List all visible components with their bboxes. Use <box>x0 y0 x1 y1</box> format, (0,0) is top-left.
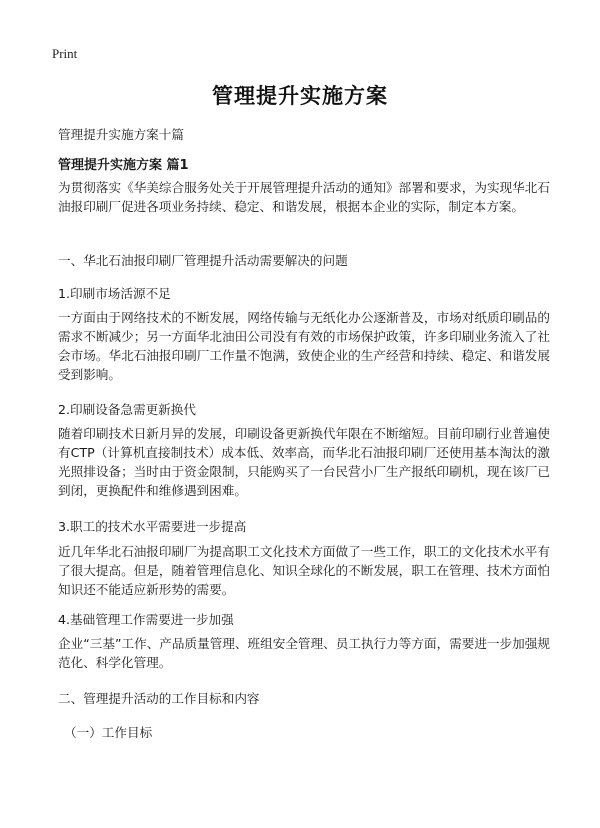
item4-paragraph: 企业“三基”工作、产品质量管理、班组安全管理、员工执行力等方面，需要进一步加强规范化、科学化管理。 <box>58 636 550 670</box>
item4-heading: 4.基础管理工作需要进一步加强 <box>58 612 234 627</box>
document-title: 管理提升实施方案 <box>212 84 388 108</box>
intro-paragraph: 为贯彻落实《华美综合服务处关于开展管理提升活动的通知》部署和要求，为实现华北石油报印刷厂促进各项业务持续、稳定、和谐发展，根据本企业的实际，制定本方案。 <box>58 180 550 214</box>
item2-heading: 2.印刷设备急需更新换代 <box>58 402 196 417</box>
part2-subheading: （一）工作目标 <box>64 725 153 740</box>
part1-heading: 一、华北石油报印刷厂管理提升活动需要解决的问题 <box>58 253 348 268</box>
section-heading: 管理提升实施方案 篇1 <box>58 158 189 173</box>
item3-paragraph: 近几年华北石油报印刷厂为提高职工文化技术方面做了一些工作，职工的文化技术水平有了很大提高。但是，随着管理信息化、知识全球化的不断发展，职工在管理、技术方面怕知识还不能适应新形势的需要。 <box>58 544 550 597</box>
item1-heading: 1.印刷市场活源不足 <box>58 286 171 301</box>
item1-paragraph: 一方面由于网络技术的不断发展，网络传输与无纸化办公逐渐普及，市场对纸质印刷品的需求不断减少；另一方面华北油田公司没有有效的市场保护政策，许多印刷业务流入了社会市场。华北石油报印刷厂工作量不饱满，致使企业的生产经营和持续、稳定、和谐发展受到影响。 <box>58 310 550 382</box>
document-subtitle: 管理提升实施方案十篇 <box>58 127 184 142</box>
print-link[interactable]: Print <box>52 46 78 61</box>
item3-heading: 3.职工的技术水平需要进一步提高 <box>58 519 247 534</box>
item2-paragraph: 随着印刷技术日新月异的发展，印刷设备更新换代年限在不断缩短。目前印刷行业普遍使有CTP（计算机直接制技术）成本低、效率高，而华北石油报印刷厂还使用基本淘汰的激光照排设备；当时由于资金限制，只能购买了一台民营小厂生产报纸印刷机，现在该厂已到闭，更换配件和维修遇到困难。 <box>58 426 550 498</box>
part2-heading: 二、管理提升活动的工作目标和内容 <box>58 691 260 706</box>
